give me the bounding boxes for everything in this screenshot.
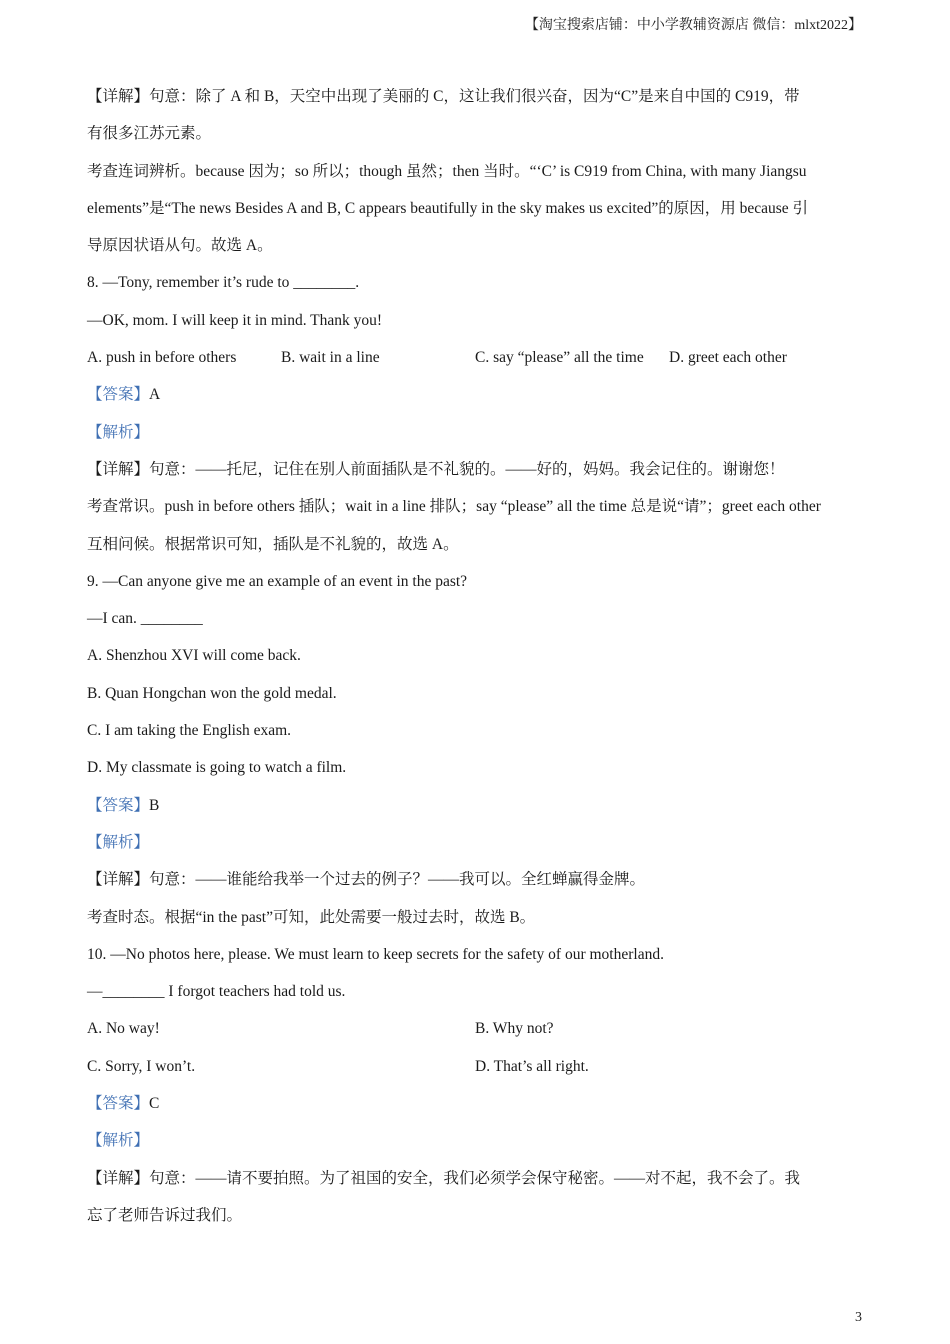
q10-question: 10. —No photos here, please. We must learn to keep secrets for the safety of our motherland. bbox=[87, 945, 664, 963]
q8-option-c: C. say “please” all the time bbox=[475, 349, 644, 367]
q9-option-a: A. Shenzhou XVI will come back. bbox=[87, 647, 301, 665]
q8-option-b: B. wait in a line bbox=[281, 349, 380, 367]
q10-answer bbox=[87, 1085, 867, 1122]
q10-reply: —________ I forgot teachers had told us. bbox=[87, 983, 346, 1001]
q8-question: 8. —Tony, remember it’s rude to ________. bbox=[87, 274, 360, 292]
answer-value: A bbox=[149, 386, 161, 404]
q10-jiexi-label: 【解析】 bbox=[87, 1132, 150, 1150]
q9-option-b: B. Quan Hongchan won the gold medal. bbox=[87, 684, 337, 702]
q9-question: 9. —Can anyone give me an example of an event in the past? bbox=[87, 572, 468, 590]
page-header-watermark: 【淘宝搜索店铺：中小学教辅资源店 微信：mlxt2022】 bbox=[524, 18, 862, 33]
q9-reply: —I can. ________ bbox=[87, 610, 203, 628]
q10-detail-line2: 忘了老师告诉过我们。 bbox=[87, 1206, 243, 1224]
answer-label: 【答案】 bbox=[87, 796, 150, 814]
q10-option-b: B. Why not? bbox=[475, 1020, 554, 1038]
q10-options-row2 bbox=[87, 1048, 867, 1085]
q8-option-a: A. push in before others bbox=[87, 349, 237, 367]
answer-label: 【答案】 bbox=[87, 386, 150, 404]
q8-jiexi-label: 【解析】 bbox=[87, 423, 150, 441]
q9-analysis: 考查时态。根据“in the past”可知，此处需要一般过去时，故选 B。 bbox=[87, 908, 536, 926]
q8-analysis-line2: 互相问候。根据常识可知，插队是不礼貌的，故选 A。 bbox=[87, 535, 459, 553]
q10-detail-line1: 【详解】句意：——请不要拍照。为了祖国的安全，我们必须学会保守秘密。——对不起，我不会了。我 bbox=[87, 1169, 801, 1187]
q9-option-c: C. I am taking the English exam. bbox=[87, 722, 292, 740]
q9-answer bbox=[87, 787, 867, 824]
q7-detail-line1: 【详解】句意：除了 A 和 B，天空中出现了美丽的 C，这让我们很兴奋，因为“C”是来自中国的 C919，带 bbox=[87, 88, 800, 105]
q7-detail-line2: 有很多江苏元素。 bbox=[87, 125, 212, 143]
page-number: 3 bbox=[855, 1310, 862, 1325]
answer-value: B bbox=[149, 796, 160, 814]
q9-detail: 【详解】句意：——谁能给我举一个过去的例子？——我可以。全红蝉赢得金牌。 bbox=[87, 871, 646, 889]
q8-reply: —OK, mom. I will keep it in mind. Thank you! bbox=[87, 311, 383, 329]
q9-jiexi-label: 【解析】 bbox=[87, 833, 150, 851]
q8-analysis-line1: 考查常识。push in before others 插队；wait in a line 排队；say “please” all the time 总是说“请”；greet each other bbox=[87, 498, 821, 516]
document-body bbox=[87, 78, 867, 1234]
q10-option-a: A. No way! bbox=[87, 1020, 160, 1038]
q7-analysis-line1: 考查连词辨析。because 因为；so 所以；though 虽然；then 当时。“‘C’ is C919 from China, with many Jiangsu bbox=[87, 162, 807, 180]
q8-options bbox=[87, 339, 867, 376]
q7-analysis-line2: elements”是“The news Besides A and B, C appears beautifully in the sky makes us excited”的原因，用 because 引 bbox=[87, 199, 809, 217]
q10-option-d: D. That’s all right. bbox=[475, 1057, 589, 1075]
answer-label: 【答案】 bbox=[87, 1095, 150, 1113]
q9-option-d: D. My classmate is going to watch a film. bbox=[87, 759, 347, 777]
q8-answer bbox=[87, 376, 867, 413]
q10-options-row1 bbox=[87, 1010, 867, 1047]
answer-value: C bbox=[149, 1095, 160, 1113]
q8-option-d: D. greet each other bbox=[669, 349, 787, 367]
q8-detail: 【详解】句意：——托尼，记住在别人前面插队是不礼貌的。——好的，妈妈。我会记住的。谢谢您！ bbox=[87, 460, 785, 478]
q10-option-c: C. Sorry, I won’t. bbox=[87, 1057, 196, 1075]
q7-analysis-line3: 导原因状语从句。故选 A。 bbox=[87, 237, 273, 255]
